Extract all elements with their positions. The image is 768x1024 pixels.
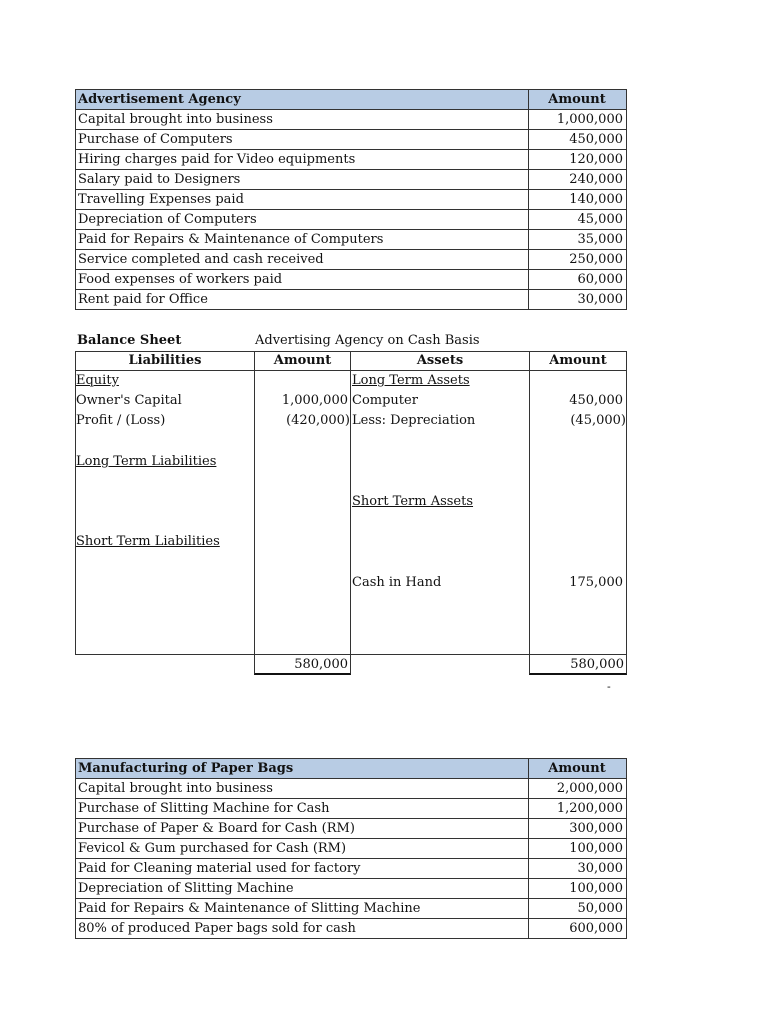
row-amount: 600,000 <box>529 919 627 939</box>
row-label: Purchase of Slitting Machine for Cash <box>76 799 529 819</box>
row-label: Paid for Repairs & Maintenance of Computers <box>76 230 529 250</box>
profit-loss-label: Profit / (Loss) <box>76 413 166 428</box>
short-term-assets-label: Short Term Assets <box>352 494 474 509</box>
long-term-assets-label: Long Term Assets <box>352 373 470 388</box>
row-label: Purchase of Paper & Board for Cash (RM) <box>76 819 529 839</box>
row-amount: 300,000 <box>529 819 627 839</box>
table-row <box>76 130 627 150</box>
table-row <box>76 799 627 819</box>
depreciation-amount: (45,000) <box>570 413 626 428</box>
total-assets: 580,000 <box>570 657 624 672</box>
row-amount: 240,000 <box>529 170 627 190</box>
cash-in-hand-label: Cash in Hand <box>352 575 442 590</box>
row-label: Salary paid to Designers <box>76 170 529 190</box>
stray-mark: - <box>607 680 611 693</box>
equity-label: Equity <box>76 373 119 388</box>
table-row <box>76 839 627 859</box>
paper-bags-table <box>75 758 627 939</box>
table-title: Manufacturing of Paper Bags <box>76 759 529 779</box>
table-title: Advertisement Agency <box>76 90 529 110</box>
table-row <box>76 859 627 879</box>
row-label: 80% of produced Paper bags sold for cash <box>76 919 529 939</box>
row-amount: 140,000 <box>529 190 627 210</box>
row-label: Purchase of Computers <box>76 130 529 150</box>
table-row <box>76 270 627 290</box>
row-label: Capital brought into business <box>76 779 529 799</box>
row-amount: 30,000 <box>529 859 627 879</box>
amount1-header: Amount <box>273 353 332 368</box>
row-amount: 2,000,000 <box>529 779 627 799</box>
row-amount: 45,000 <box>529 210 627 230</box>
row-label: Paid for Cleaning material used for factory <box>76 859 529 879</box>
table-row <box>76 150 627 170</box>
row-label: Depreciation of Slitting Machine <box>76 879 529 899</box>
long-term-liabilities-label: Long Term Liabilities <box>76 454 217 469</box>
computer-label: Computer <box>352 393 418 408</box>
table-row <box>76 819 627 839</box>
row-amount: 60,000 <box>529 270 627 290</box>
row-amount: 1,200,000 <box>529 799 627 819</box>
row-label: Paid for Repairs & Maintenance of Slitting Machine <box>76 899 529 919</box>
table-row <box>76 250 627 270</box>
amount-header: Amount <box>529 90 627 110</box>
less-depreciation-label: Less: Depreciation <box>352 413 476 428</box>
row-amount: 100,000 <box>529 839 627 859</box>
table-row <box>76 210 627 230</box>
row-label: Depreciation of Computers <box>76 210 529 230</box>
amount-header: Amount <box>529 759 627 779</box>
table-row <box>76 230 627 250</box>
table-row <box>76 110 627 130</box>
cash-in-hand-amount: 175,000 <box>569 575 623 590</box>
table-row <box>76 170 627 190</box>
short-term-liabilities-label: Short Term Liabilities <box>76 534 220 549</box>
balance-sheet-title: Balance Sheet <box>77 333 182 348</box>
row-label: Rent paid for Office <box>76 290 529 310</box>
owners-capital-label: Owner's Capital <box>76 393 182 408</box>
advertisement-agency-table <box>75 89 627 310</box>
table-header-row <box>76 90 627 110</box>
assets-header: Assets <box>416 353 464 368</box>
row-amount: 120,000 <box>529 150 627 170</box>
row-label: Travelling Expenses paid <box>76 190 529 210</box>
liabilities-header: Liabilities <box>128 353 202 368</box>
row-amount: 250,000 <box>529 250 627 270</box>
amount2-header: Amount <box>549 353 607 368</box>
row-amount: 30,000 <box>529 290 627 310</box>
total-liabilities: 580,000 <box>294 657 348 672</box>
row-label: Hiring charges paid for Video equipments <box>76 150 529 170</box>
owners-capital-amount: 1,000,000 <box>281 393 348 408</box>
table-row <box>76 290 627 310</box>
row-label: Food expenses of workers paid <box>76 270 529 290</box>
computer-amount: 450,000 <box>569 393 623 408</box>
table-row <box>76 919 627 939</box>
row-amount: 100,000 <box>529 879 627 899</box>
balance-sheet-subtitle: Advertising Agency on Cash Basis <box>255 333 480 348</box>
row-amount: 35,000 <box>529 230 627 250</box>
row-label: Service completed and cash received <box>76 250 529 270</box>
table-row <box>76 879 627 899</box>
table-row <box>76 899 627 919</box>
row-label: Capital brought into business <box>76 110 529 130</box>
row-amount: 50,000 <box>529 899 627 919</box>
row-amount: 1,000,000 <box>529 110 627 130</box>
profit-loss-amount: (420,000) <box>286 413 350 428</box>
table-row <box>76 779 627 799</box>
row-amount: 450,000 <box>529 130 627 150</box>
table-header-row <box>76 759 627 779</box>
table-row <box>76 190 627 210</box>
row-label: Fevicol & Gum purchased for Cash (RM) <box>76 839 529 859</box>
